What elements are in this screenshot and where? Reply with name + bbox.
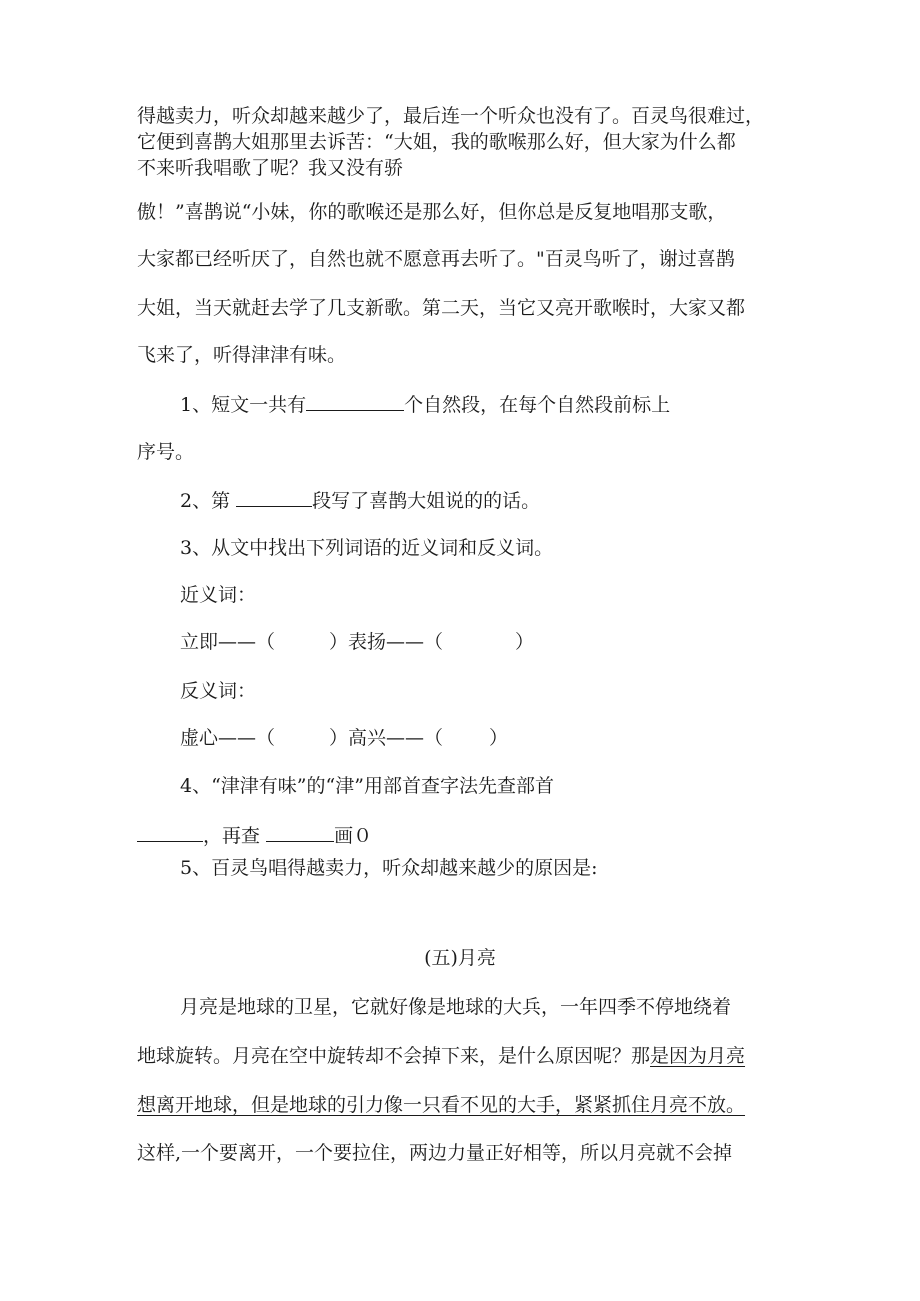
section-5-line-2 (137, 1044, 745, 1068)
story-line-3: 不来听我唱歌了呢？我又没有骄 (137, 157, 404, 179)
story-line-7: 飞来了，听得津津有味。 (137, 344, 347, 366)
story-line-2: 它便到喜鹊大姐那里去诉苦：“大姐，我的歌喉那么好，但大家为什么都 (137, 131, 736, 153)
section-5-line-4: 这样,一个要离开，一个要拉住，两边力量正好相等，所以月亮就不会掉 (137, 1142, 733, 1164)
question-4: 4、“津津有味”的“津”用部首查字法先查部首 (180, 775, 554, 797)
synonym-1-label: 立即——（ (180, 631, 276, 653)
antonym-2-close: ） (489, 727, 509, 749)
section-5-title: (五)月亮 (424, 947, 496, 969)
question-4-text-end: 画０ (334, 825, 373, 847)
synonym-row (180, 630, 534, 654)
synonym-label: 近义词： (180, 584, 257, 606)
question-4-strokes-blank[interactable] (266, 823, 334, 842)
question-1-text-after: 个自然段，在每个自然段前标上 (404, 394, 671, 416)
question-1-continued: 序号。 (137, 441, 195, 463)
story-line-4: 傲！”喜鹊说“小妹，你的歌喉还是那么好，但你总是反复地唱那支歌， (137, 201, 727, 223)
question-4-radical-blank[interactable] (137, 823, 203, 842)
question-4-text-mid: ，再查 (203, 825, 261, 847)
antonym-row (180, 726, 508, 750)
question-4-continued (137, 823, 372, 848)
question-2 (180, 488, 540, 513)
synonym-2-close: ） (515, 631, 535, 653)
question-2-text-before: 2、第 (180, 490, 231, 512)
section-5-line-1: 月亮是地球的卫星，它就好像是地球的大兵，一年四季不停地绕着 (180, 996, 732, 1018)
section-5-line-2-underlined: 是因为月亮 (650, 1045, 746, 1067)
synonym-1-close: ） (329, 631, 349, 653)
story-line-6: 大姐，当天就赶去学了几支新歌。第二天，当它又亮开歌喉时，大家又都 (137, 297, 746, 319)
question-3: 3、从文中找出下列词语的近义词和反义词。 (180, 537, 554, 559)
question-1-text-before: 1、短文一共有 (180, 394, 307, 416)
synonym-2-label: 表扬——（ (348, 631, 444, 653)
question-2-blank[interactable] (236, 488, 312, 507)
antonym-1-label: 虚心——（ (180, 727, 276, 749)
section-5-line-2-plain: 地球旋转。月亮在空中旋转却不会掉下来，是什么原因呢？那 (137, 1045, 651, 1067)
story-line-1: 得越卖力，听众却越来越少了，最后连一个听众也没有了。百灵鸟很难过， (137, 105, 765, 127)
question-5: 5、百灵鸟唱得越卖力，听众却越来越少的原因是: (180, 857, 598, 879)
question-1 (180, 392, 670, 417)
antonym-1-close: ） (329, 727, 349, 749)
antonym-2-label: 高兴——（ (348, 727, 444, 749)
question-1-blank[interactable] (306, 392, 404, 411)
antonym-label: 反义词： (180, 680, 257, 702)
question-2-text-after: 段写了喜鹊大姐说的的话。 (312, 490, 541, 512)
section-5-line-3-underlined: 想离开地球，但是地球的引力像一只看不见的大手，紧紧抓住月亮不放。 (137, 1094, 746, 1116)
story-line-5: 大家都已经听厌了，自然也就不愿意再去听了。"百灵鸟听了，谢过喜鹊 (137, 248, 735, 270)
